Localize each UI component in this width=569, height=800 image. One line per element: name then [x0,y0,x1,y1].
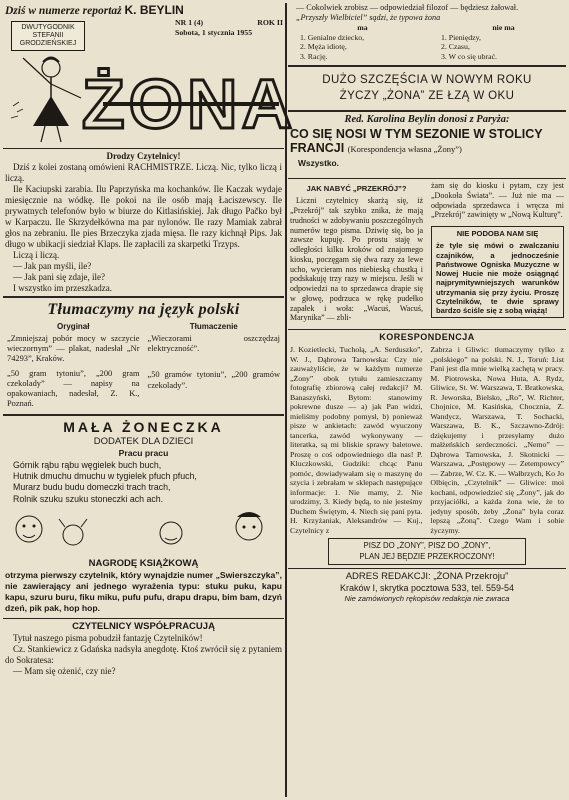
book-prize-section [3,558,284,614]
translation-title: Tłumaczymy na język polski [47,300,240,318]
article-lead: Dziś z kolei zostaną omówieni RACHMISTRZE. Liczą. Nic, tylko liczą i liczą. [5,161,282,183]
report-title: CO SIĘ NOSI W TYM SEZONIE W STOLICY FRANCJI (Korespondencja własna „Żony”) [290,126,543,155]
poem: Górnik rąbu rąbu węgielek buch buch, Hutnik dmuchu dmuchu w tygielek pfuch pfuch, Murarz budu budu domeczki trach trach, Rolnik szuku szuku stoneczki ach ach. [13,459,197,504]
article-body: Ile Kaciupski zarabia. Ilu Paprzyńska ma kochanków. Ile Kaczak wydaje miesięcznie na wódkę. Ile pokoi na ile osób mają Łaciszewscy. Ile prywatnych telefonów było w biurze do Kitlasińskiej. Jak długo Pačko był w Karpaczu. Ile Skrzydełkówna ma par nylonów. Ile razy Mamiak zabrał głos na zebraniu. Ile pies Brzeczyka zjada mięsa. Ile razy kichnął Pips. Jak długo w ubikacji siedział Klaps. Ile zapłacili za skarpetki Trzyps. [5,183,282,249]
issue-year: ROK II [257,18,283,28]
editorial-address: ADRES REDAKCJI: „ŻONA Przekroju” Kraków I, skrytka pocztowa 533, tel. 559-54 Nie zamówionych rękopisów redakcja nie zwraca [339,571,515,604]
issue-number: NR 1 (4) [175,18,204,28]
mala-zoneczka-title: MAŁA ŻONECZKA [63,418,224,435]
left-column [3,3,297,797]
logo-text: ŻONA [81,65,297,144]
article-greeting: Drodzy Czytelnicy! [106,151,181,162]
typical-wife-list: ma 1. Genialne dziecko, 2. Męża idiotę, 3. Rację. nie ma 1. Pieniędzy, 2. Czasu, 3. W co się ubrać. [300,23,515,61]
zona-logo [81,56,297,144]
children-faces-illustration [3,505,284,555]
rachmistrze-article: Drodzy Czytelnicy! Dziś z kolei zostaną omówieni RACHMISTRZE. Liczą. Nic, tylko liczą i liczą. Ile Kaciupski zarabia. Ilu Paprzyńska ma kochanków. Ile Kaczak wydaje miesięcznie na wódkę. Ile pokoi na ile osób mają Łaciszewscy. Ile prywatnych telefonów było w biurze do Kitlasińskiej. Jak długo Pačko był w Karpaczu. Ile Skrzydełkówna ma par nylonów. Ile razy Mamiak zabrał głos na zebraniu. Ile pies Brzeczyka zjada mięsa. Ile razy kichnął Pips. Jak długo w ubikacji siedział Klaps. Ile zapłacili za skarpetki Trzyps. Liczą i liczą. — Jak pan myśli, ile? — Jak pani się zdaje, ile? I wszystko im przeszkadza. [5,151,282,293]
masthead [3,18,297,146]
report-lead: Wszystko. [298,157,339,168]
korespondencja-title: KORESPONDENCJA [379,332,475,343]
przekroj-title: JAK NABYĆ „PRZEKRÓJ”? [306,184,407,194]
report-heading: Red. Karolina Beylin donosi z Paryża: [344,114,510,126]
issue-date: Sobota, 1 stycznia 1955 [175,27,253,37]
sokrates-answer: — Cokolwiek zrobisz — odpowiedział filozof — będziesz żałował. „Przyszły Wielbiciel” sądzi, że typowa żona ma 1. Genialne dziecko, 2. Męża idiotę, 3. Rację. nie ma 1. Pieniędzy, 2. Czasu, 3. W co się ubrać. [288,3,566,61]
reportaz-prefix: Dziś w numerze reportaż [5,5,122,17]
newspaper-page [3,3,566,797]
publication-subtitle: DWUTYGODNIK STEFANII GRODZIEŃSKIEJ [11,21,85,51]
reportaz-name: K. BEYLIN [124,3,184,17]
woman-figure-illustration [7,46,93,144]
reportaz-banner [3,3,284,18]
mala-zoneczka-section [3,419,284,558]
przekroj-section: JAK NABYĆ „PRZEKRÓJ”? Liczni czytelnicy skarżą się, iż „Przekrój” tak szybko znika, że mają trudności w zdobywaniu poszczególnych numerów tego pisma. Dziwię się, bo ja zawsze kupuję. Po prostu staję w odległości kilku kroków od znajomego kiosku, poczęgam się dwa razy za lewe ucho, wycieram nos niebieską chustką i podskakuję trzy razy w miejscu. Jeśli w odpowiedzi na to sprzedawca drapie się w głowę, podrzuca w rękę pudełko zapałek i woła: „Wacuś, Wacuś, Marynika” — zbli- żam się do kiosku i pytam, czy jest „Dookoła Świata”. — Już nie ma — odpowiada sprzedawca i wręcza mi „Przekrój” zawinięty w „Nową Kulturę”. NIE PODOBA NAM SIĘ że tyle się mówi o zwalczaniu czajników, a jednocześnie Państwowe Ogniska Muzyczne w Nowej Hucie nie może osiągnąć najprymitywniejszych warunków utrzymania się przy życiu. Proszę Czytelników, te dwie sprawy bardzo ściśle się z sobą wiążą! [290,181,564,323]
readers-cooperate-title: CZYTELNICY WSPÓŁPRACUJĄ [72,620,215,632]
paris-report [288,114,566,168]
readers-cooperate-section: CZYTELNICY WSPÓŁPRACUJĄ Tytuł naszego pisma pobudził fantazję Czytelników! Cz. Stankiewicz z Gdańska nadsyła anegdotę. Ktoś zwrócił się z pytaniem do Sokratesa: — Mam się ożenić, czy nie? [5,620,282,677]
right-column [288,3,566,797]
column-header-original: Oryginał [57,322,90,332]
translation-section: Tłumaczymy na język polski Oryginał „Zmniejszaj pobór mocy w szczycie wieczornym” — plakat, nadesłał „Nr 74293”, Kraków. „50 gram tytoniu”, „200 gram czekolady” — napisy na opakowaniach, nadesłał, Z. K., Poznań. Tłumaczenie „Wieczorami oszczędzaj elektryczność”. „50 gramów tytoniu”, „200 gramów czekolady”. [3,300,284,410]
new-year-wish: DUŻO SZCZĘŚCIA W NOWYM ROKU ŻYCZY „ŻONA” ZE ŁZĄ W OKU [322,74,532,102]
issue-info [175,18,283,37]
write-to-zona-box: PISZ DO „ŻONY”, PISZ DO „ŻONY”, PLAN JEJ BĘDZIE PRZEKROCZONY! [328,538,526,565]
nie-podoba-box: NIE PODOBA NAM SIĘ że tyle się mówi o zwalczaniu czajników, a jednocześnie Państwowe Ogniska Muzyczne w Nowej Hucie nie może osiągnąć najprymitywniejszych warunków utrzymania się przy życiu. Proszę Czytelników, te dwie sprawy bardzo ściśle się z sobą wiążą! [431,226,564,318]
column-header-translation: Tłumaczenie [189,322,238,332]
logo-graphic [81,56,297,144]
book-prize-title: NAGRODĘ KSIĄŻKOWĄ [88,558,199,570]
children-supplement-label: DODATEK DLA DZIECI [93,435,194,447]
korespondencja-section: KORESPONDENCJA J. Kozietlecki, Tucholą, „A. Serduszko”, W. J., Dąbrowa Tarnowska: Czy nie zauważyliście, że w każdym numerze „Żony” obok tytułu zamieszczamy fotografię zbiorową całej redakcji? M. Banaszyński, Bytom: stanowimy pokrewne dusze — a) jak Pan widzi, mieliśmy podobny pomysł, b) ponieważ pisze w ankietach: zawód wyuczony tancerka, zawód wykonywany — literatka, są mi bliskie sprawy baletowe. Proszę o coś odpowiedniego dla nas! P. Kluczkowski, Gudziki: chcąc Panu pomóc, dowiadywałam się o maszynę do szycia i zebrałam w sklepach następujące informacje: 1. Nie mamy, 2. Nie urodzimy, 3. Kiedy będą, to nie jesteśmy Duchem Świętym, 4. Niech się pani pyta. H. Krzyżaniak, Aleksandrów — Kuj., Czytelnicy z Zabrza i Gliwic: tłumaczymy tylko z „polskiego” na polski. N. J., Toruń: List Pani jest dla mnie wielką zachętą w pracy. M. Piotrowska, Nowa Huta, A. Rydz, Gliwice, St. W. Warszawa, T. Bratkowska, R. Jeworska, Bielsko, „Ro”, W. Richter, Chojnice, M. Kasińska, Chocznia, Z. Wandycz, Warszawa, T. Sochacki, Warszawa, B. K., Szczawno-Zdrój: dziękujemy i przesyłamy dużo małżeńskich serdeczności. „Nemo” — Dąbrowa Tarnowska, J. Skotnicki — Warszawa, „Postępowy — Zetempowcy” — Zabrze, W. Cz. K. — Wałbrzych, Ko Jo Olbięcin, „Czytelnik” — Gliwice: moi kochani, odpowiedzieć się „Żony”, jak do przyjaciółki, a każda żona wie, że to jedyny sposób, żeby „Żona” była coraz lepszą „Żoną”. Czego Wam i sobie życzymy. [290,332,564,535]
poem-title: Pracu pracu [118,448,169,459]
book-prize-text: otrzyma pierwszy czytelnik, który wynajdzie numer „Swierszczyka”, nie zawierający ani jednego wyrażenia typu: stuku puku, kapu kapu, szuru buru, fiku miku, pufu pufu, drapu drapu, bim bam, dzyń dzeń, pik pak, hop hop. [5,569,282,613]
